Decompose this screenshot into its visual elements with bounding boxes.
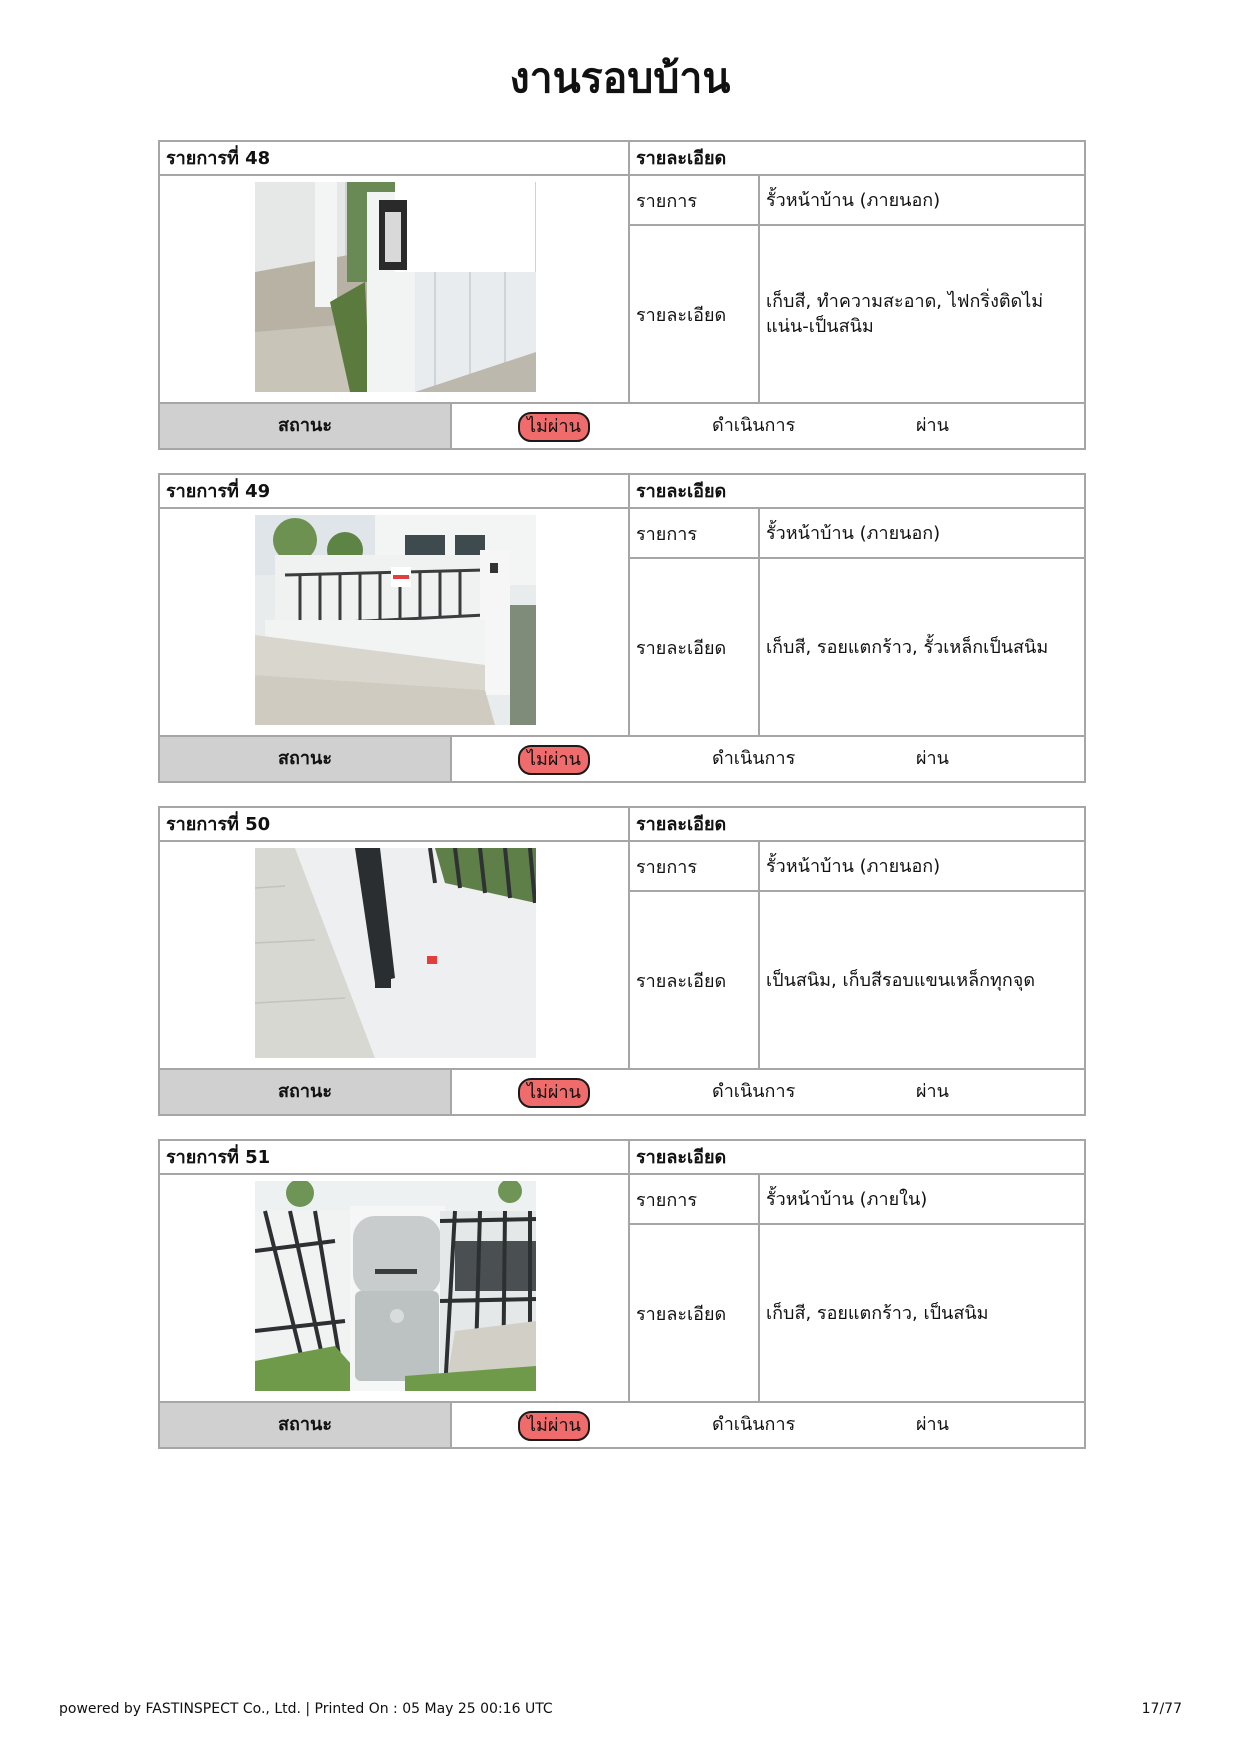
photo-cell	[160, 1175, 630, 1403]
detail-value: เก็บสี, รอยแตกร้าว, เป็นสนิม	[760, 1225, 1084, 1403]
detail-label: รายละเอียด	[630, 226, 760, 404]
inspection-photo[interactable]	[255, 515, 536, 725]
photo-cell	[160, 176, 630, 404]
fail-status-badge: ไม่ผ่าน	[518, 412, 590, 442]
item-label: รายการ	[630, 1175, 760, 1225]
item-number-header: รายการที่ 49	[160, 475, 630, 509]
details-header: รายละเอียด	[630, 142, 1084, 176]
operation-label: ดำเนินการ	[712, 415, 796, 436]
inspection-item	[158, 140, 1086, 450]
item-number-header: รายการที่ 51	[160, 1141, 630, 1175]
item-value: รั้วหน้าบ้าน (ภายใน)	[760, 1175, 1084, 1225]
status-row	[160, 1403, 1084, 1447]
status-label: สถานะ	[160, 1403, 452, 1447]
photo-cell	[160, 509, 630, 737]
inspection-photo[interactable]	[255, 848, 536, 1058]
detail-value: เก็บสี, รอยแตกร้าว, รั้วเหล็กเป็นสนิม	[760, 559, 1084, 737]
fail-status-badge: ไม่ผ่าน	[518, 1078, 590, 1108]
details-header: รายละเอียด	[630, 1141, 1084, 1175]
detail-value: เป็นสนิม, เก็บสีรอบแขนเหล็กทุกจุด	[760, 892, 1084, 1070]
item-number-header: รายการที่ 48	[160, 142, 630, 176]
detail-label: รายละเอียด	[630, 1225, 760, 1403]
detail-value: เก็บสี, ทำความสะอาด, ไฟกริ่งติดไม่แน่น-เป็นสนิม	[760, 226, 1084, 404]
item-value: รั้วหน้าบ้าน (ภายนอก)	[760, 176, 1084, 226]
item-label: รายการ	[630, 176, 760, 226]
status-label: สถานะ	[160, 737, 452, 781]
status-label: สถานะ	[160, 1070, 452, 1114]
status-label: สถานะ	[160, 404, 452, 448]
operation-value: ผ่าน	[916, 415, 949, 436]
details-header: รายละเอียด	[630, 475, 1084, 509]
status-row	[160, 404, 1084, 448]
page-title: งานรอบบ้าน	[509, 54, 731, 102]
operation-value: ผ่าน	[916, 1081, 949, 1102]
operation-value: ผ่าน	[916, 1414, 949, 1435]
operation-label: ดำเนินการ	[712, 1414, 796, 1435]
inspection-item	[158, 806, 1086, 1116]
details-header: รายละเอียด	[630, 808, 1084, 842]
operation-value: ผ่าน	[916, 748, 949, 769]
status-row	[160, 1070, 1084, 1114]
item-label: รายการ	[630, 842, 760, 892]
operation-label: ดำเนินการ	[712, 748, 796, 769]
item-number-header: รายการที่ 50	[160, 808, 630, 842]
inspection-photo[interactable]	[255, 1181, 536, 1391]
photo-cell	[160, 842, 630, 1070]
operation-label: ดำเนินการ	[712, 1081, 796, 1102]
footer-printed-info: powered by FASTINSPECT Co., Ltd. | Printed On : 05 May 25 00:16 UTC	[59, 1701, 553, 1717]
fail-status-badge: ไม่ผ่าน	[518, 1411, 590, 1441]
inspection-item	[158, 473, 1086, 783]
inspection-item	[158, 1139, 1086, 1449]
inspection-photo[interactable]	[255, 182, 536, 392]
page-number: 17/77	[1141, 1701, 1182, 1717]
item-label: รายการ	[630, 509, 760, 559]
fail-status-badge: ไม่ผ่าน	[518, 745, 590, 775]
detail-label: รายละเอียด	[630, 892, 760, 1070]
detail-label: รายละเอียด	[630, 559, 760, 737]
item-value: รั้วหน้าบ้าน (ภายนอก)	[760, 842, 1084, 892]
item-value: รั้วหน้าบ้าน (ภายนอก)	[760, 509, 1084, 559]
status-row	[160, 737, 1084, 781]
